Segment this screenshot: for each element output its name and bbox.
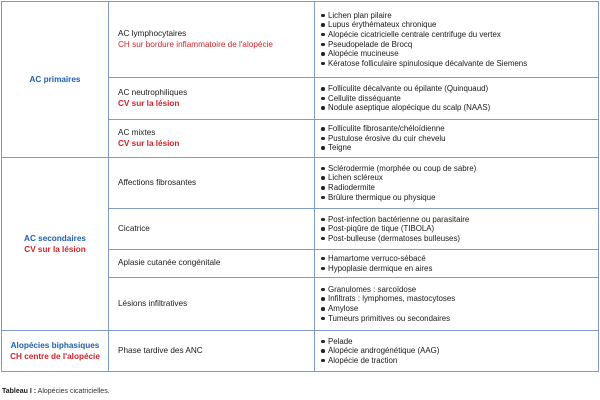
group-label-cell <box>2 331 109 372</box>
list-item: Lupus érythémateux chronique <box>320 20 596 30</box>
table-row <box>2 2 599 78</box>
list-item: Lichen plan pilaire <box>320 11 596 21</box>
category-label: Cicatrice <box>118 223 150 233</box>
items-cell <box>315 278 599 331</box>
group-label: AC secondaires <box>24 234 86 243</box>
group-label-sub: CH centre de l'alopécie <box>10 352 100 361</box>
list-item: Post-infection bactérienne ou parasitaire <box>320 215 596 225</box>
category-label: Aplasie cutanée congénitale <box>118 258 221 268</box>
items-cell <box>315 331 599 372</box>
list-item: Teigne <box>320 143 596 153</box>
item-list <box>320 254 596 273</box>
list-item: Pseudopelade de Brocq <box>320 40 596 50</box>
list-item: Hypoplasie dermique en aires <box>320 264 596 274</box>
items-cell <box>315 250 599 278</box>
group-label-cell <box>2 158 109 331</box>
list-item: Pustulose érosive du cuir chevelu <box>320 134 596 144</box>
category-label: Affections fibrosantes <box>118 177 197 187</box>
list-item: Sclérodermie (morphée ou coup de sabre) <box>320 164 596 174</box>
group-label-cell <box>2 2 109 158</box>
caption-text: Alopécies cicatricielles. <box>37 388 110 395</box>
list-item: Post-piqûre de tique (TIBOLA) <box>320 224 596 234</box>
list-item: Tumeurs primitives ou secondaires <box>320 314 596 324</box>
items-cell <box>315 209 599 250</box>
category-cell <box>109 78 315 120</box>
item-list <box>320 124 596 153</box>
category-label: Phase tardive des ANC <box>118 345 203 355</box>
category-label: Lésions infiltratives <box>118 298 188 308</box>
list-item: Alopécie cicatricielle centrale centrifuge du vertex <box>320 30 596 40</box>
category-cell <box>109 120 315 158</box>
category-label: AC lymphocytaires <box>118 29 187 38</box>
item-list <box>320 84 596 113</box>
list-item: Pelade <box>320 337 596 347</box>
category-label: AC mixtes <box>118 128 156 137</box>
group-label-sub: CV sur la lésion <box>24 245 86 254</box>
item-list <box>320 215 596 244</box>
list-item: Lichen scléreux <box>320 173 596 183</box>
category-cell <box>109 278 315 331</box>
items-cell <box>315 78 599 120</box>
category-cell <box>109 250 315 278</box>
list-item: Alopécie mucineuse <box>320 49 596 59</box>
group-label: Alopécies biphasiques <box>10 341 100 350</box>
category-cell <box>109 331 315 372</box>
list-item: Post-bulleuse (dermatoses bulleuses) <box>320 234 596 244</box>
category-sub: CH sur bordure inflammatoire de l'alopécie <box>118 39 273 49</box>
list-item: Nodule aseptique alopécique du scalp (NAAS) <box>320 103 596 113</box>
item-list <box>320 11 596 69</box>
list-item: Kératose folliculaire spinulosique décalvante de Siemens <box>320 59 596 69</box>
category-sub: CV sur la lésion <box>118 98 180 108</box>
list-item: Folliculite décalvante ou épilante (Quinquaud) <box>320 84 596 94</box>
list-item: Hamartome verruco-sébacé <box>320 254 596 264</box>
item-list <box>320 164 596 202</box>
category-cell <box>109 209 315 250</box>
list-item: Alopécie de traction <box>320 356 596 366</box>
category-cell <box>109 2 315 78</box>
list-item: Alopécie androgénétique (AAG) <box>320 346 596 356</box>
items-cell <box>315 120 599 158</box>
list-item: Folliculite fibrosante/chéloïdienne <box>320 124 596 134</box>
list-item: Cellulite disséquante <box>320 94 596 104</box>
list-item: Amylose <box>320 304 596 314</box>
list-item: Granulomes : sarcoïdose <box>320 285 596 295</box>
table-row <box>2 331 599 372</box>
items-cell <box>315 2 599 78</box>
list-item: Brûlure thermique ou physique <box>320 193 596 203</box>
item-list <box>320 285 596 323</box>
items-cell <box>315 158 599 209</box>
category-cell <box>109 158 315 209</box>
item-list <box>320 337 596 366</box>
alopecia-table <box>1 1 599 372</box>
caption-label: Tableau I : <box>2 388 37 395</box>
category-label: AC neutrophiliques <box>118 88 188 97</box>
table-row <box>2 158 599 209</box>
table-caption <box>2 388 110 395</box>
category-sub: CV sur la lésion <box>118 138 180 148</box>
list-item: Radiodermite <box>320 183 596 193</box>
list-item: Infiltrats : lymphomes, mastocytoses <box>320 294 596 304</box>
group-label: AC primaires <box>29 75 81 84</box>
